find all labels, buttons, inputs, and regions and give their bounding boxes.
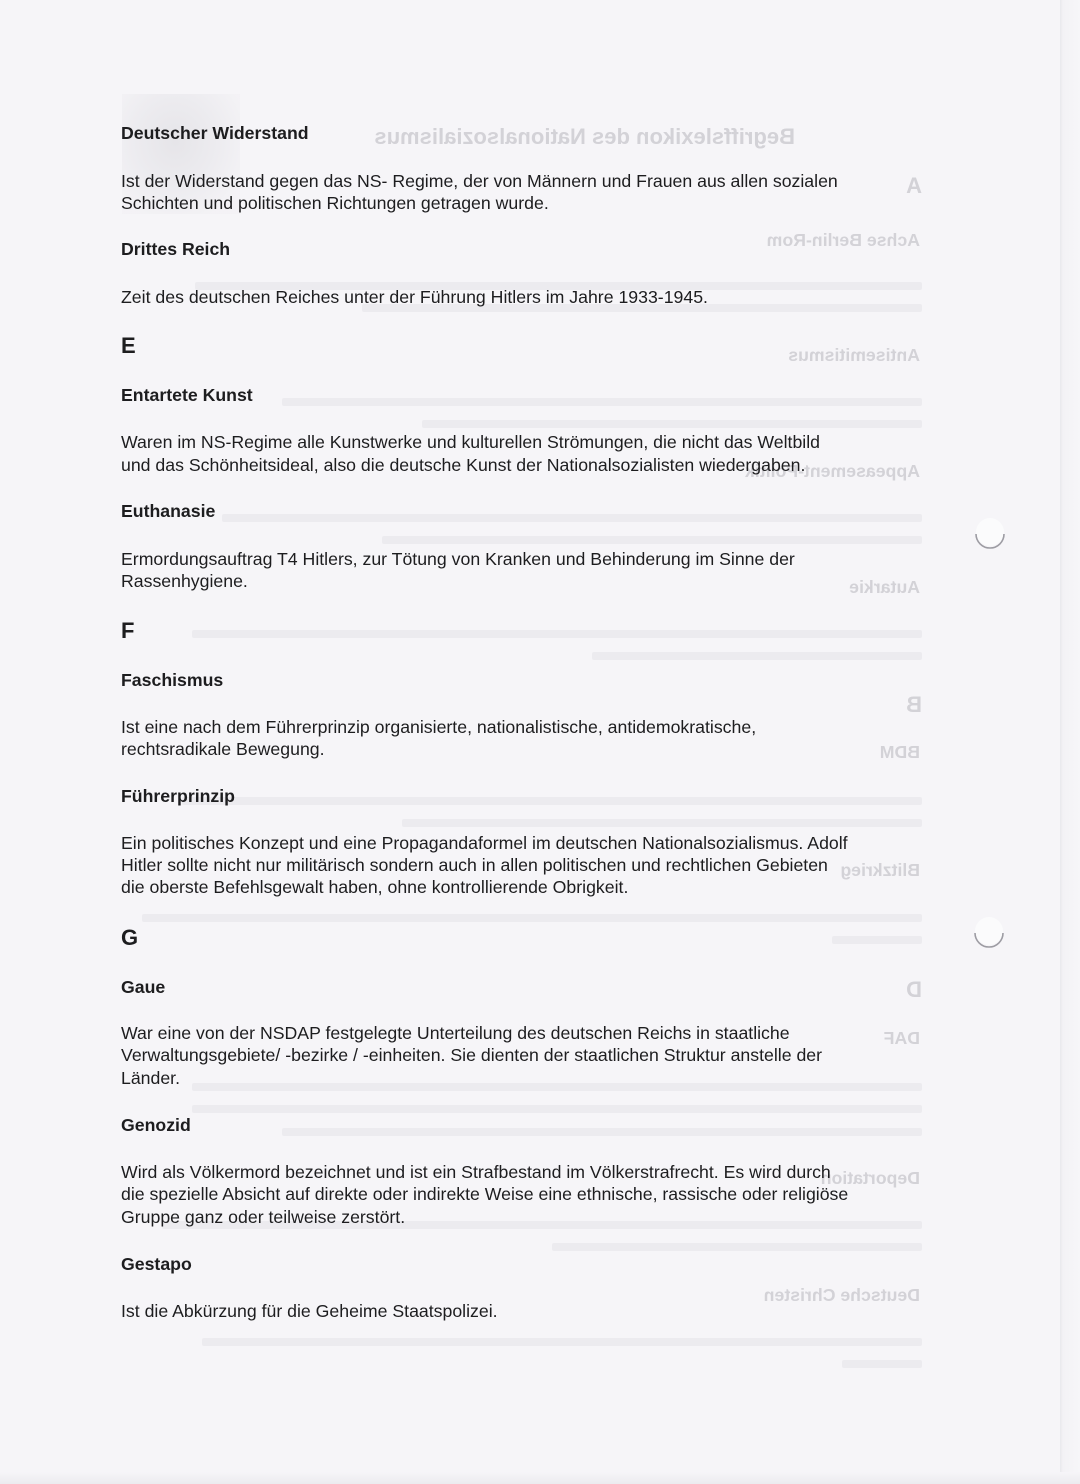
term-heading: Genozid: [121, 1115, 191, 1135]
show-through-line: [402, 819, 922, 827]
definition-line: Rassenhygiene.: [121, 571, 248, 591]
show-through-line: [182, 797, 922, 805]
show-through-line: [282, 1128, 922, 1136]
definition-line: die spezielle Absicht auf direkte oder indirekte Weise eine ethnische, rassische oder religiöse: [121, 1184, 849, 1204]
show-through-heading: Blitzkrieg: [840, 860, 920, 880]
section-letter: F: [121, 618, 135, 643]
definition-line: Ist der Widerstand gegen das NS- Regime, der von Männern und Frauen aus allen sozialen: [121, 171, 838, 191]
show-through-line: [142, 914, 922, 922]
section-letter: G: [121, 925, 139, 950]
show-through-line: [192, 1083, 922, 1091]
show-through-line: [192, 1105, 922, 1113]
definition-line: rechtsradikale Bewegung.: [121, 739, 325, 759]
definition-line: und das Schönheitsideal, also die deutsche Kunst der Nationalsozialisten wiedergaben.: [121, 455, 806, 475]
show-through-heading: Deutsche Christen: [763, 1285, 920, 1305]
section-letter: E: [121, 333, 136, 358]
show-through-heading: Autarkie: [849, 577, 920, 597]
term-heading: Gestapo: [121, 1254, 192, 1274]
term-heading: Gaue: [121, 977, 166, 997]
definition-line: Hitler sollte nicht nur militärisch sondern auch in allen politischen und rechtlichen Gebieten: [121, 855, 828, 875]
definition-line: die oberste Befehlsgewalt haben, ohne kontrollierende Obrigkeit.: [121, 877, 629, 897]
definition-line: Schichten und politischen Richtungen getragen wurde.: [121, 193, 549, 213]
definition-line: Ermordungsauftrag T4 Hitlers, zur Tötung von Kranken und Behinderung im Sinne der: [121, 549, 795, 569]
definition-line: Gruppe ganz oder teilweise zerstört.: [121, 1207, 406, 1227]
show-through-heading: BDM: [879, 742, 920, 762]
show-through-line: [282, 398, 922, 406]
term-heading: Drittes Reich: [121, 239, 231, 259]
show-through-letter: A: [906, 173, 922, 198]
show-through-line: [202, 1338, 922, 1346]
definition-line: Wird als Völkermord bezeichnet und ist ein Strafbestand im Völkerstrafrecht. Es wird durch: [121, 1162, 831, 1182]
show-through-heading: Achse Berlin-Rom: [766, 230, 920, 250]
definition-line: Waren im NS-Regime alle Kunstwerke und kulturellen Strömungen, die nicht das Weltbild: [121, 432, 820, 452]
show-through-title: Begriffslexikon des Nationalsozialismus: [374, 124, 795, 149]
show-through-letter: D: [906, 977, 922, 1002]
show-through-line: [552, 1243, 922, 1251]
definition-line: Verwaltungsgebiete/ -bezirke / -einheiten. Sie dienten der staatlichen Struktur anstelle der: [121, 1045, 823, 1065]
definition-line: Ist eine nach dem Führerprinzip organisierte, nationalistische, antidemokratische,: [121, 717, 757, 737]
definition-line: Länder.: [121, 1068, 181, 1088]
show-through-heading: Deportation: [820, 1168, 920, 1188]
term-heading: Führerprinzip: [121, 786, 235, 806]
definition-line: War eine von der NSDAP festgelegte Unterteilung des deutschen Reichs in staatliche: [121, 1023, 790, 1043]
show-through-line: [832, 936, 922, 944]
show-through-line: [382, 536, 922, 544]
show-through-heading: Appeasement-Politik: [745, 461, 920, 481]
show-through-line: [422, 420, 922, 428]
definition-line: Zeit des deutschen Reiches unter der Führung Hitlers im Jahre 1933-1945.: [121, 287, 708, 307]
term-heading: Euthanasie: [121, 501, 216, 521]
show-through-line: [592, 652, 922, 660]
term-heading: Entartete Kunst: [121, 385, 253, 405]
show-through-line: [192, 630, 922, 638]
term-heading: Faschismus: [121, 670, 224, 690]
term-heading: Deutscher Widerstand: [121, 123, 309, 143]
show-through-heading: Antisemitismus: [788, 345, 920, 365]
show-through-letter: B: [906, 692, 922, 717]
definition-line: Ist die Abkürzung für die Geheime Staatspolizei.: [121, 1301, 498, 1321]
show-through-line: [842, 1360, 922, 1368]
definition-line: Ein politisches Konzept und eine Propagandaformel im deutschen Nationalsozialismus. Adolf: [121, 833, 848, 853]
show-through-line: [222, 514, 922, 522]
show-through-heading: DAF: [883, 1028, 920, 1048]
